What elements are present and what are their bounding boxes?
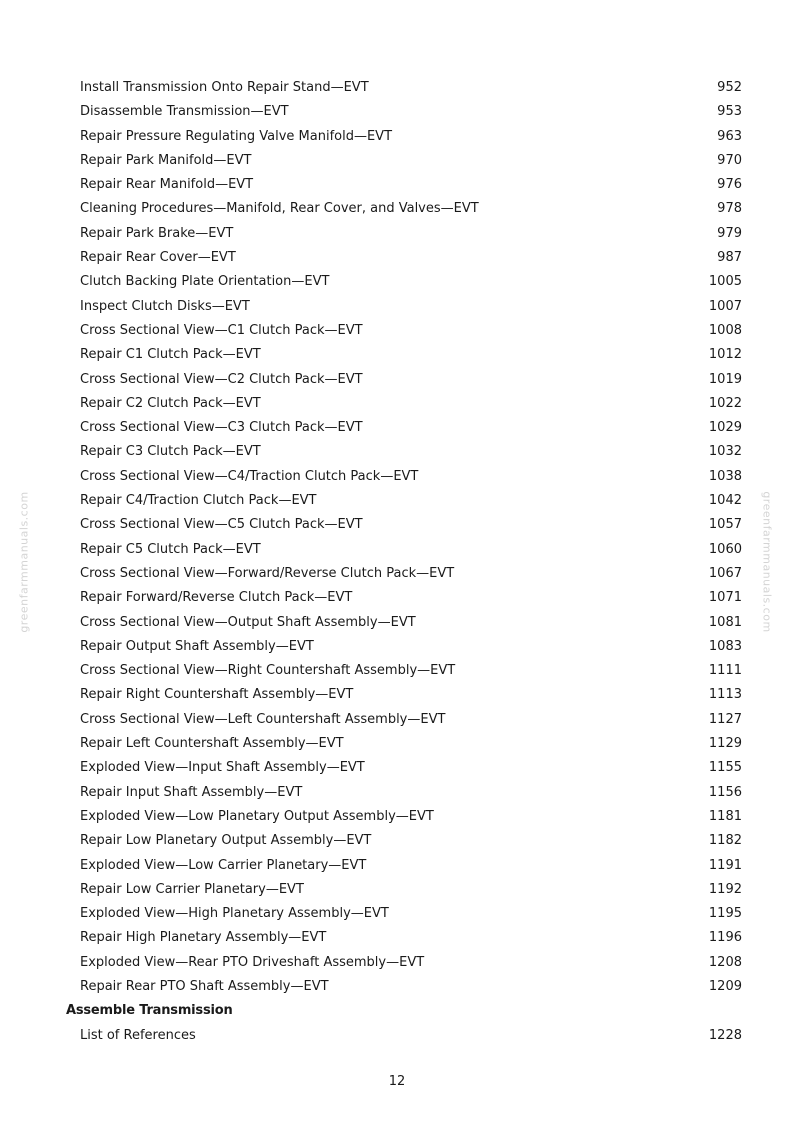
toc-entry[interactable] (0, 562, 794, 586)
toc-entry-title: List of References (80, 1027, 196, 1043)
toc-entry-title: Cross Sectional View—Left Countershaft Assembly—EVT (80, 711, 446, 727)
toc-entry[interactable] (0, 805, 794, 829)
toc-entry-title: Cleaning Procedures—Manifold, Rear Cover, and Valves—EVT (80, 201, 479, 217)
toc-entry[interactable] (0, 440, 794, 464)
toc-entry-page: 987 (717, 250, 742, 266)
toc-entry-page: 1083 (708, 638, 742, 654)
toc-entry-title: Cross Sectional View—C5 Clutch Pack—EVT (80, 517, 363, 533)
toc-entry-page: 1228 (708, 1027, 742, 1043)
toc-entry-page: 1008 (708, 322, 742, 338)
toc-entry[interactable] (0, 392, 794, 416)
watermark-right: greenfarmmanuals.com (760, 491, 774, 633)
toc-entry-title: Clutch Backing Plate Orientation—EVT (80, 274, 330, 290)
toc-entry-page: 1181 (708, 808, 742, 824)
toc-entry[interactable] (0, 854, 794, 878)
toc-entry-title: Cross Sectional View—Output Shaft Assembly—EVT (80, 614, 416, 630)
toc-entry[interactable] (0, 173, 794, 197)
toc-entry-page: 1195 (708, 906, 742, 922)
toc-entry-page: 1191 (708, 857, 742, 873)
toc-entry[interactable] (0, 659, 794, 683)
toc-entry[interactable] (0, 465, 794, 489)
toc-entry[interactable] (0, 975, 794, 999)
toc-entry-page: 953 (717, 104, 742, 120)
toc-entry[interactable] (0, 489, 794, 513)
toc-entry-page: 1113 (708, 687, 742, 703)
toc-entry-title: Repair C2 Clutch Pack—EVT (80, 395, 261, 411)
toc-entry[interactable] (0, 416, 794, 440)
toc-entry-page: 1156 (708, 784, 742, 800)
toc-entry[interactable] (0, 76, 794, 100)
toc-entry-page: 1071 (708, 590, 742, 606)
toc-entry-title: Exploded View—Low Carrier Planetary—EVT (80, 857, 367, 873)
toc-entry-title: Assemble Transmission (66, 1003, 233, 1019)
toc-entry-page: 978 (717, 201, 742, 217)
toc-entry[interactable] (0, 270, 794, 294)
toc-section-heading[interactable] (0, 999, 794, 1023)
toc-entry-page: 1057 (708, 517, 742, 533)
toc-entry[interactable] (0, 951, 794, 975)
toc-entry-title: Exploded View—High Planetary Assembly—EVT (80, 906, 389, 922)
toc-entry-page: 1019 (708, 371, 742, 387)
toc-entry-page: 1032 (708, 444, 742, 460)
toc-entry[interactable] (0, 781, 794, 805)
toc-entry-page: 1155 (708, 760, 742, 776)
toc-entry-title: Repair Low Planetary Output Assembly—EVT (80, 833, 372, 849)
toc-entry-title: Cross Sectional View—Right Countershaft Assembly—EVT (80, 663, 456, 679)
toc-entry[interactable] (0, 125, 794, 149)
toc-entry-page: 976 (717, 177, 742, 193)
toc-entry[interactable] (0, 635, 794, 659)
toc-entry[interactable] (0, 149, 794, 173)
toc-entry[interactable] (0, 538, 794, 562)
toc-entry-title: Inspect Clutch Disks—EVT (80, 298, 250, 314)
toc-entry-title: Repair High Planetary Assembly—EVT (80, 930, 327, 946)
toc-entry[interactable] (0, 368, 794, 392)
toc-entry-title: Exploded View—Input Shaft Assembly—EVT (80, 760, 365, 776)
toc-entry-page: 1042 (708, 493, 742, 509)
toc-entry-title: Repair C3 Clutch Pack—EVT (80, 444, 261, 460)
toc-entry-title: Cross Sectional View—C1 Clutch Pack—EVT (80, 322, 363, 338)
toc-entry-title: Disassemble Transmission—EVT (80, 104, 289, 120)
page-number: 12 (388, 1074, 406, 1089)
toc-entry[interactable] (0, 246, 794, 270)
toc-entry[interactable] (0, 611, 794, 635)
toc-entry[interactable] (0, 829, 794, 853)
toc-entry-title: Repair Pressure Regulating Valve Manifold—EVT (80, 128, 393, 144)
toc-entry-page: 1192 (708, 881, 742, 897)
toc-entry[interactable] (0, 343, 794, 367)
toc-entry[interactable] (0, 756, 794, 780)
toc-entry[interactable] (0, 295, 794, 319)
toc-entry-page: 1196 (708, 930, 742, 946)
toc-entry-title: Repair Forward/Reverse Clutch Pack—EVT (80, 590, 353, 606)
toc-entry-title: Repair Low Carrier Planetary—EVT (80, 881, 304, 897)
toc-entry-title: Repair Right Countershaft Assembly—EVT (80, 687, 354, 703)
toc-entry-title: Repair Rear PTO Shaft Assembly—EVT (80, 978, 329, 994)
toc-entry-page: 1005 (708, 274, 742, 290)
toc-entry-page: 1111 (708, 663, 742, 679)
toc-entry-title: Repair Park Brake—EVT (80, 225, 234, 241)
toc-entry-title: Repair Input Shaft Assembly—EVT (80, 784, 303, 800)
toc-entry-title: Repair Output Shaft Assembly—EVT (80, 638, 314, 654)
toc-entry-title: Repair Rear Cover—EVT (80, 250, 236, 266)
toc-entry-title: Exploded View—Rear PTO Driveshaft Assembly—EVT (80, 954, 425, 970)
toc-entry-page: 979 (717, 225, 742, 241)
toc-entry-page: 1129 (708, 736, 742, 752)
toc-entry-page: 1022 (708, 395, 742, 411)
toc-entry-title: Cross Sectional View—C4/Traction Clutch Pack—EVT (80, 468, 419, 484)
toc-entry[interactable] (0, 708, 794, 732)
watermark-left: greenfarmmanuals.com (17, 491, 31, 633)
toc-entry[interactable] (0, 197, 794, 221)
toc-entry-title: Repair C1 Clutch Pack—EVT (80, 347, 261, 363)
toc-entry[interactable] (0, 319, 794, 343)
toc-entry-page: 1081 (708, 614, 742, 630)
toc-entry-title: Repair Rear Manifold—EVT (80, 177, 254, 193)
toc-entry[interactable] (0, 878, 794, 902)
toc-entry-title: Cross Sectional View—C2 Clutch Pack—EVT (80, 371, 363, 387)
toc-entry-page: 1038 (708, 468, 742, 484)
toc-entry-page: 1007 (708, 298, 742, 314)
toc-entry[interactable] (0, 1024, 794, 1048)
toc-entry-page: 1029 (708, 420, 742, 436)
toc-entry[interactable] (0, 100, 794, 124)
toc-entry-title: Install Transmission Onto Repair Stand—EVT (80, 80, 369, 95)
toc-entry-page: 1209 (708, 978, 742, 994)
toc-entry-title: Cross Sectional View—C3 Clutch Pack—EVT (80, 420, 363, 436)
toc-entry[interactable] (0, 902, 794, 926)
table-of-contents (0, 76, 794, 1048)
toc-entry-page: 963 (717, 128, 742, 144)
toc-entry-title: Repair C4/Traction Clutch Pack—EVT (80, 493, 317, 509)
toc-entry-page: 970 (717, 152, 742, 168)
toc-entry[interactable] (0, 513, 794, 537)
toc-entry-title: Exploded View—Low Planetary Output Assembly—EVT (80, 808, 434, 824)
toc-entry-page: 1182 (708, 833, 742, 849)
toc-entry-page: 1067 (708, 565, 742, 581)
toc-entry-page: 952 (717, 80, 742, 95)
toc-entry[interactable] (0, 683, 794, 707)
toc-entry-title: Repair Park Manifold—EVT (80, 152, 252, 168)
toc-entry-page: 1060 (708, 541, 742, 557)
toc-entry-title: Repair Left Countershaft Assembly—EVT (80, 736, 344, 752)
toc-entry[interactable] (0, 586, 794, 610)
toc-entry-page: 1127 (708, 711, 742, 727)
toc-entry[interactable] (0, 732, 794, 756)
toc-entry-title: Repair C5 Clutch Pack—EVT (80, 541, 261, 557)
toc-entry-page: 1208 (708, 954, 742, 970)
toc-entry-page: 1012 (708, 347, 742, 363)
toc-entry[interactable] (0, 926, 794, 950)
toc-entry[interactable] (0, 222, 794, 246)
toc-entry-title: Cross Sectional View—Forward/Reverse Clutch Pack—EVT (80, 565, 455, 581)
